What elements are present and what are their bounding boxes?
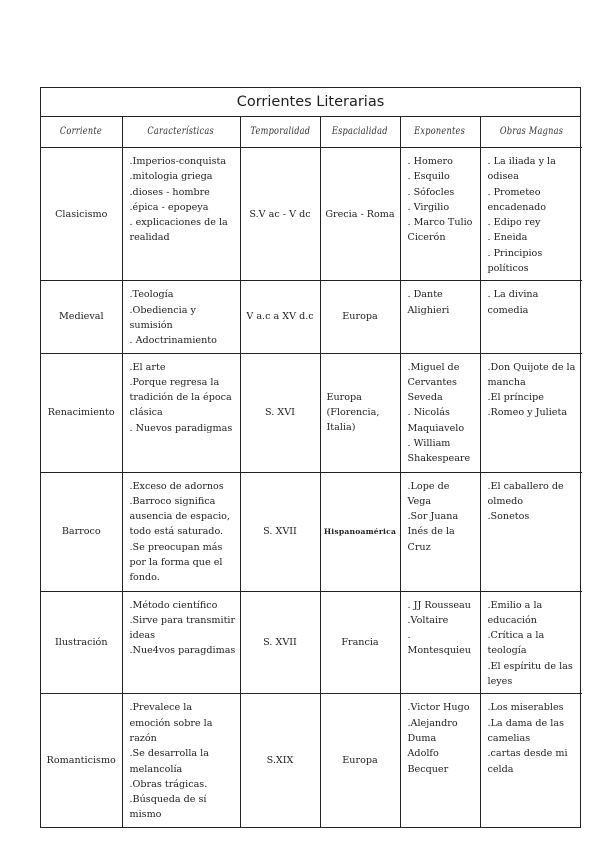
cell-line: .épica - epopeya <box>129 201 209 213</box>
cell-line: .Victor Hugo <box>407 702 470 714</box>
corriente-cell: Ilustración <box>41 591 122 694</box>
temporalidad-cell: S. XVII <box>240 472 320 591</box>
cell-line: . Prometeo encadenado <box>487 186 547 213</box>
cell-line: . La divina comedia <box>487 289 539 316</box>
espacialidad-cell: Francia <box>320 591 400 694</box>
caracteristicas-cell <box>122 148 240 281</box>
cell-line: . JJ Rousseau <box>407 599 471 611</box>
cell-line: .Voltaire <box>407 614 449 626</box>
cell-line: .Miguel de Cervantes Seveda <box>407 361 460 404</box>
cell-line: .El espíritu de las leyes <box>487 660 573 688</box>
cell-line: .Sirve para transmitir ideas <box>129 614 236 642</box>
temporalidad-cell: V a.c a XV d.c <box>240 281 320 353</box>
caracteristicas-cell <box>122 694 240 827</box>
cell-line: . William Shakespeare <box>407 438 471 465</box>
espacialidad-cell: Europa <box>320 694 400 827</box>
table-title: Corrientes Literarias <box>41 88 580 117</box>
exponentes-cell <box>400 591 480 694</box>
cell-line: . Nuevos paradigmas <box>129 422 233 434</box>
cell-line: . Edipo rey <box>487 217 541 229</box>
cell-line: Adolfo Becquer <box>407 748 449 775</box>
cell-line: .Método científico <box>129 599 218 611</box>
header-caracteristicas: Características <box>122 117 240 148</box>
cell-line: . Sófocles <box>407 186 455 198</box>
cell-line: .dioses - hombre <box>129 186 210 198</box>
cell-line: . Principios políticos <box>487 247 543 275</box>
literary-currents-table <box>40 87 581 828</box>
table-row <box>41 694 582 827</box>
cell-line: . Adoctrinamiento <box>129 335 217 347</box>
table-row <box>41 148 582 281</box>
caracteristicas-cell <box>122 472 240 591</box>
espacialidad-cell: Grecia - Roma <box>320 148 400 281</box>
cell-line: .mitologia griega <box>129 171 213 183</box>
temporalidad-cell: S. XVII <box>240 591 320 694</box>
cell-line: . explicaciones de la realidad <box>129 217 228 244</box>
exponentes-cell <box>400 281 480 353</box>
corriente-cell: Clasicismo <box>41 148 122 281</box>
cell-line: .Exceso de adornos <box>129 480 224 492</box>
cell-line: . Marco Tulio Cicerón <box>407 217 473 244</box>
header-corriente: Corriente <box>41 117 122 148</box>
cell-line: . Virgilio <box>407 201 450 213</box>
cell-line: .cartas desde mi celda <box>487 748 568 775</box>
obras-magnas-cell <box>480 281 582 353</box>
cell-line: .Crítica a la teología <box>487 630 545 657</box>
corriente-cell: Medieval <box>41 281 122 353</box>
espacialidad-cell: Hispanoamérica <box>320 472 400 591</box>
currents-grid <box>41 117 582 827</box>
cell-line: . La iliada y la odisea <box>487 156 556 183</box>
cell-line: .Romeo y Julieta <box>487 407 568 419</box>
cell-line: .Lope de Vega <box>407 480 450 507</box>
header-exponentes: Exponentes <box>400 117 480 148</box>
cell-line: .Obediencia y sumisión <box>129 304 196 331</box>
cell-line: .Nue4vos paragdimas <box>129 645 236 657</box>
exponentes-cell <box>400 148 480 281</box>
cell-line: .Porque regresa la tradición de la época clásica <box>129 376 232 419</box>
cell-line: .Búsqueda de sí mismo <box>129 794 207 821</box>
cell-line: . Montesquieu <box>407 630 471 657</box>
cell-line: .Los miserables <box>487 702 564 714</box>
cell-line: .Alejandro Duma <box>407 717 458 744</box>
table-row <box>41 472 582 591</box>
cell-line: . Nicolás Maquiavelo <box>407 407 465 434</box>
header-obras-magnas: Obras Magnas <box>480 117 582 148</box>
cell-line: .Prevalece la emoción sobre la razón <box>129 702 213 744</box>
cell-line: .El caballero de olmedo <box>487 480 564 507</box>
temporalidad-cell: S. XVI <box>240 353 320 472</box>
header-temporalidad: Temporalidad <box>240 117 320 148</box>
cell-line: .Se preocupan más por la forma que el fondo. <box>129 541 223 584</box>
corriente-cell: Romanticismo <box>41 694 122 827</box>
cell-line: .Teología <box>129 289 174 301</box>
cell-line: .Emilio a la educación <box>487 599 543 626</box>
cell-line: .Obras trágicas. <box>129 778 208 790</box>
header-row <box>41 117 582 148</box>
cell-line: .Barroco significa ausencia de espacio, todo está saturado. <box>129 495 230 538</box>
espacialidad-cell: Europa (Florencia, Italia) <box>320 353 400 472</box>
cell-line: .Sor Juana Inés de la Cruz <box>407 511 459 553</box>
cell-line: .La dama de las camelias <box>487 717 564 744</box>
cell-line: .El arte <box>129 361 166 373</box>
cell-line: .Imperios-conquista <box>129 156 227 167</box>
cell-line: .El príncipe <box>487 392 544 404</box>
caracteristicas-cell <box>122 353 240 472</box>
exponentes-cell <box>400 694 480 827</box>
obras-magnas-cell <box>480 591 582 694</box>
corriente-cell: Barroco <box>41 472 122 591</box>
header-espacialidad: Espacialidad <box>320 117 400 148</box>
obras-magnas-cell <box>480 472 582 591</box>
temporalidad-cell: S.V ac - V dc <box>240 148 320 281</box>
exponentes-cell <box>400 353 480 472</box>
table-row <box>41 353 582 472</box>
obras-magnas-cell <box>480 148 582 281</box>
cell-line: .Se desarrolla la melancolía <box>129 748 209 775</box>
obras-magnas-cell <box>480 694 582 827</box>
table-row <box>41 591 582 694</box>
cell-line: . Homero <box>407 156 453 167</box>
table-row <box>41 281 582 353</box>
temporalidad-cell: S.XIX <box>240 694 320 827</box>
exponentes-cell <box>400 472 480 591</box>
obras-magnas-cell <box>480 353 582 472</box>
cell-line: . Dante Alighieri <box>407 289 450 316</box>
cell-line: . Eneida <box>487 232 528 244</box>
caracteristicas-cell <box>122 281 240 353</box>
cell-line: . Esquilo <box>407 171 450 183</box>
cell-line: .Don Quijote de la mancha <box>487 361 576 388</box>
cell-line: .Sonetos <box>487 511 530 523</box>
espacialidad-cell: Europa <box>320 281 400 353</box>
caracteristicas-cell <box>122 591 240 694</box>
corriente-cell: Renacimiento <box>41 353 122 472</box>
